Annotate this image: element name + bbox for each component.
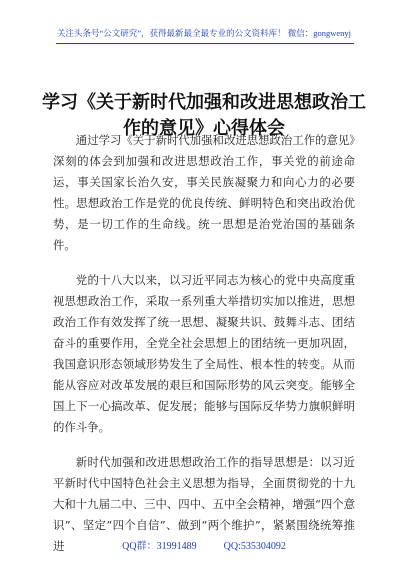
body-paragraph: 党的十八大以来，以习近平同志为核心的党中央高度重视思想政治工作，采取一系列重大举措切实加以推进，思想政治工作有效发挥了统一思想、凝聚共识、鼓舞斗志、团结奋斗的重要作用，全党全社会思想上的团结统一更加巩固，我国意识形态领域形势发生了全局性、根本性的转变。从而能从容应对改革发展的艰巨和国际形势的风云突变。能够全国上下一心搞改革、促发展；能够与国际反华势力旗帜鲜明的作斗争。 (53, 273, 355, 434)
qq-group-number: QQ群：31991489 (122, 541, 197, 552)
body-paragraph: 新时代加强和改进思想政治工作的指导思想是：以习近平新时代中国特色社会主义思想为指导，全面贯彻党的十九大和十九届二中、三中、四中、五中全会精神，增强“四个意识”、坚定“四个自信”、做到“两个维护”，紧紧围绕统筹推进 (53, 455, 355, 553)
header-banner: 关注头条号“公文研究”，获得最新最全最专业的公文资料库！ 微信：gongwenyj (57, 28, 351, 38)
document-title: 学习《关于新时代加强和改进思想政治工作的意见》心得体会 (42, 92, 366, 140)
header-divider (56, 43, 354, 44)
document-body (53, 130, 355, 571)
footer-contact (0, 537, 408, 552)
body-paragraph: 通过学习《关于新时代加强和改进思想政治工作的意见》深刻的体会到加强和改进思想政治工作，事关党的前途命运，事关国家长治久安，事关民族凝聚力和向心力的必要性。思想政治工作是党的优良传统、鲜明特色和突出政治优势，是一切工作的生命线。统一思想是治党治国的基础条件。 (53, 133, 355, 252)
qq-number: QQ:535304092 (223, 541, 286, 552)
